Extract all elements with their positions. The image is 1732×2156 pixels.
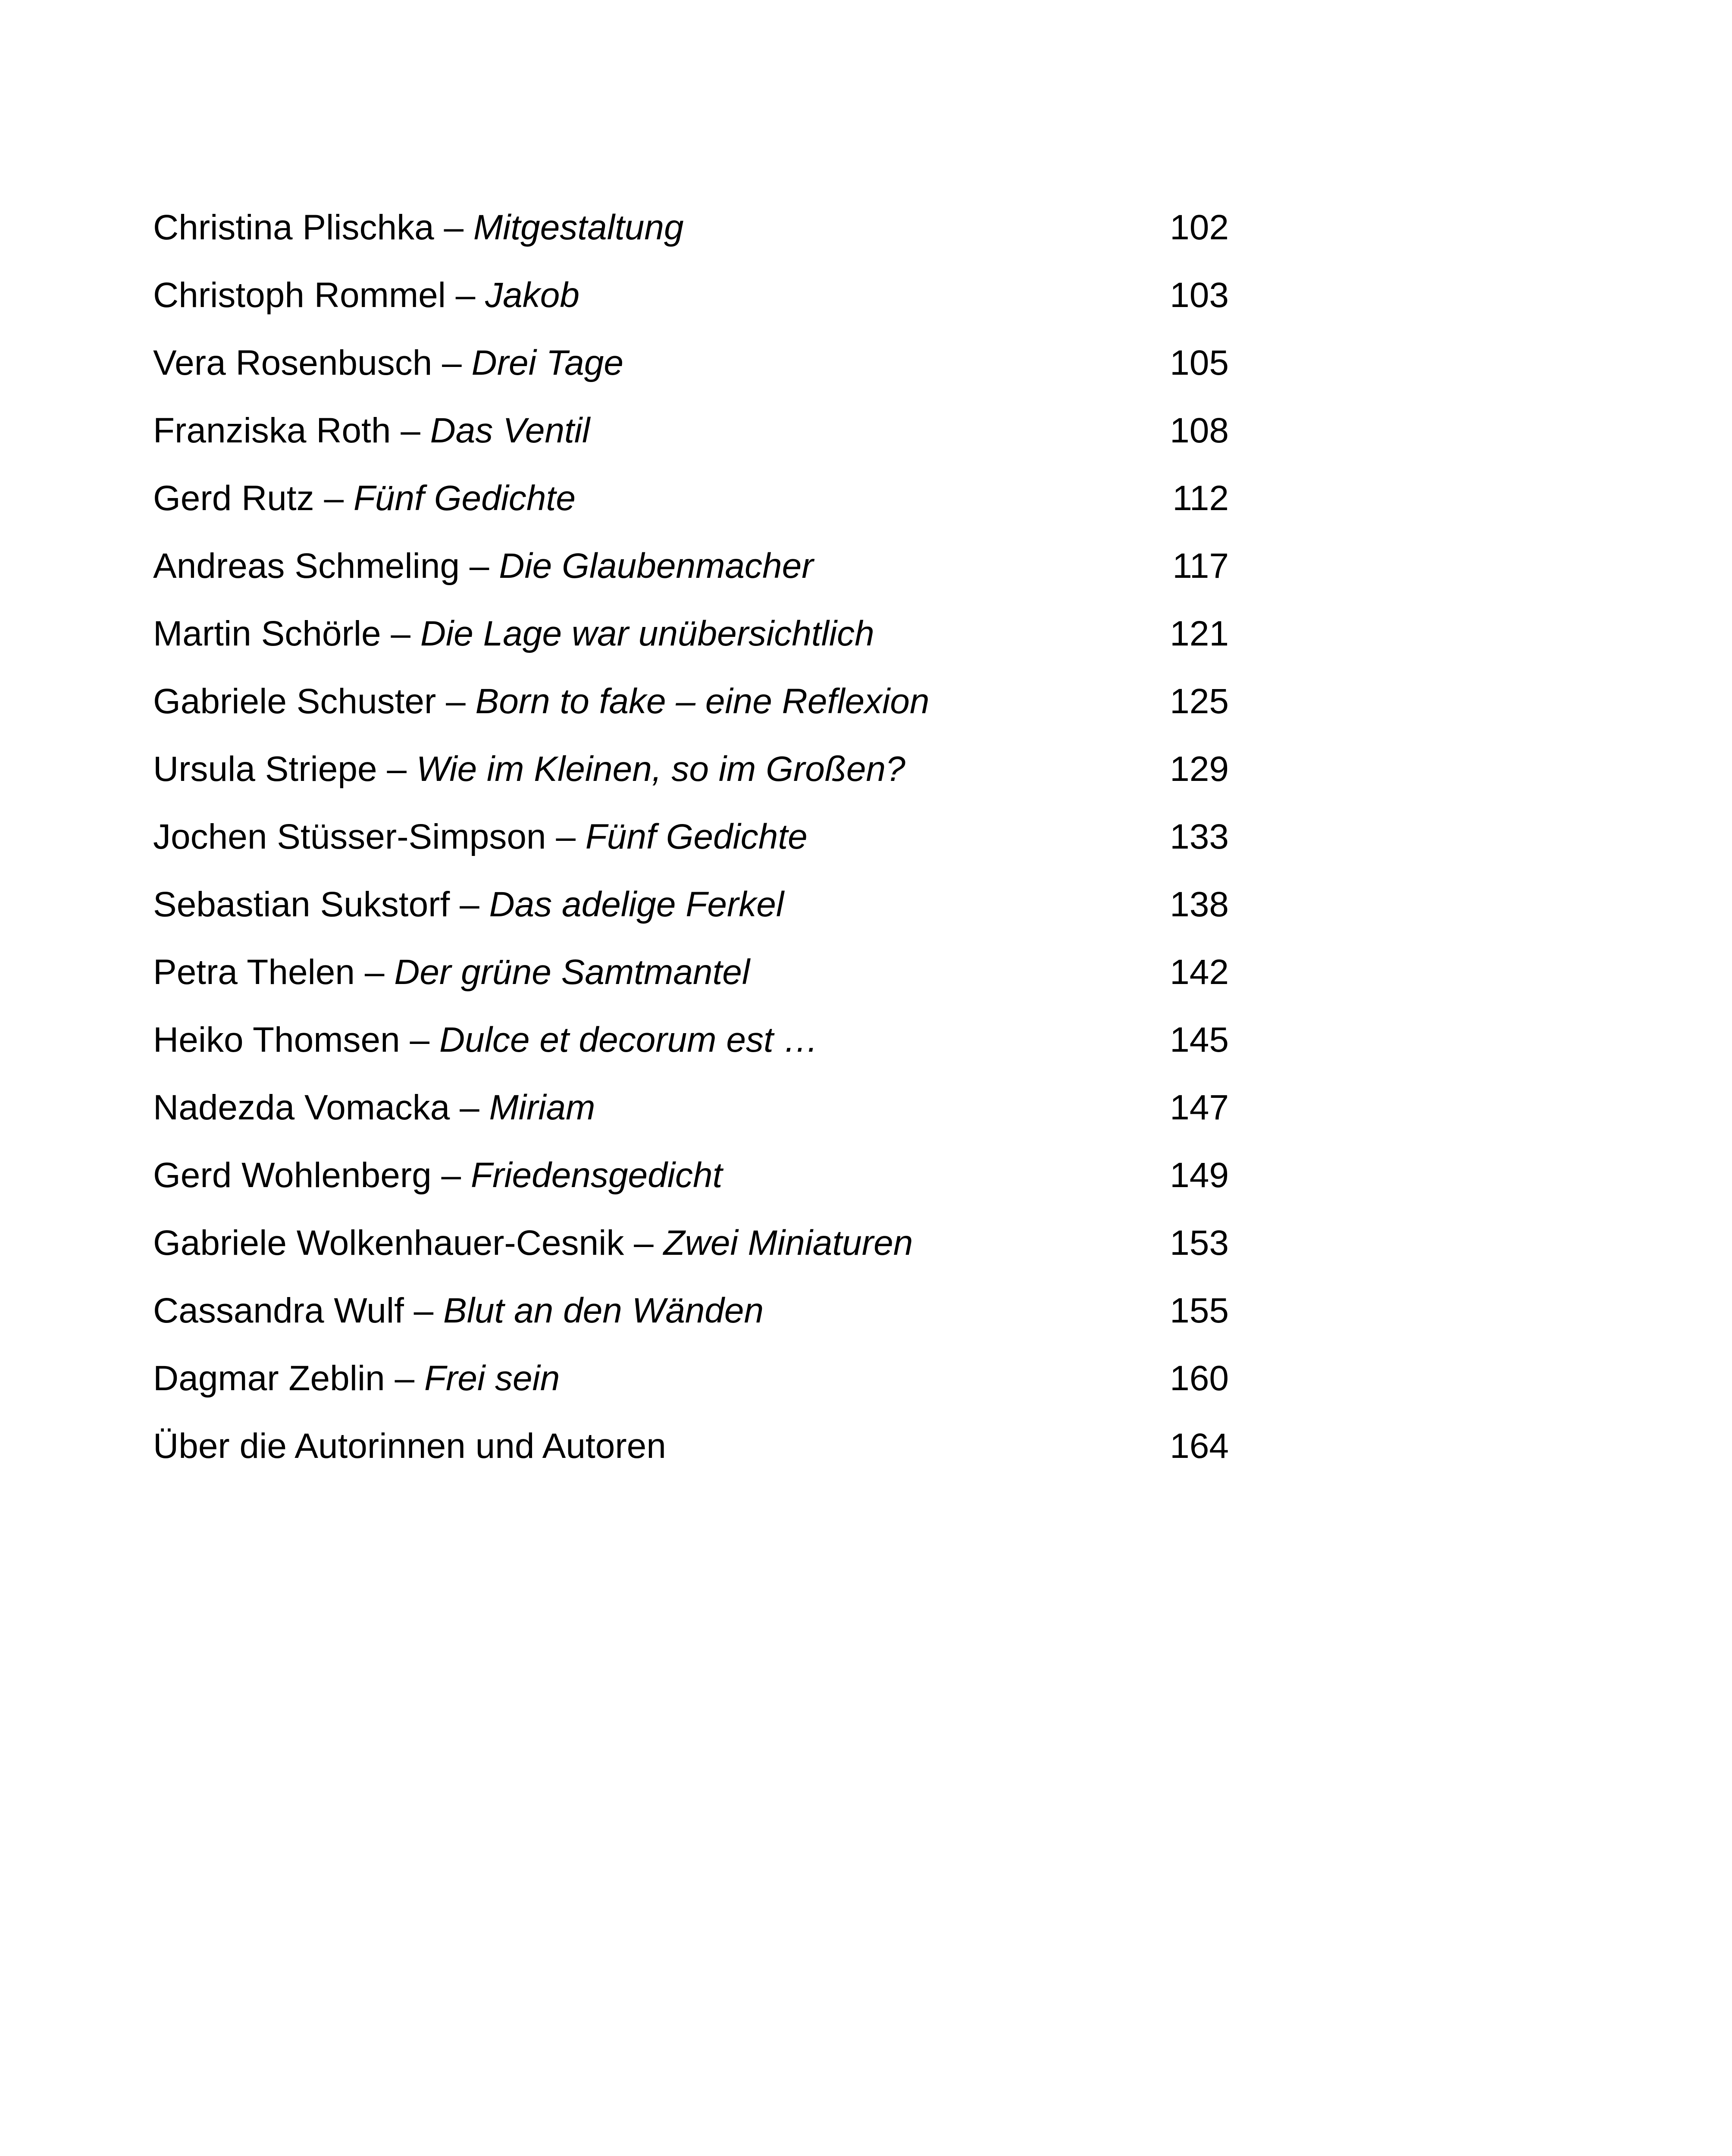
toc-page-number: 138 xyxy=(1170,885,1229,924)
toc-entry-text xyxy=(153,1420,666,1472)
toc-separator: – xyxy=(445,276,485,315)
toc-author: Vera Rosenbusch xyxy=(153,343,432,382)
toc-page-number: 102 xyxy=(1170,208,1229,247)
toc-page-number: 105 xyxy=(1170,343,1229,382)
toc-page-number: 145 xyxy=(1170,1020,1229,1059)
toc-author: Cassandra Wulf xyxy=(153,1291,404,1330)
toc-page-number: 149 xyxy=(1170,1156,1229,1195)
toc-separator: – xyxy=(431,1156,471,1195)
toc-separator: – xyxy=(450,885,489,924)
toc-separator: – xyxy=(355,953,395,992)
toc-separator: – xyxy=(432,343,472,382)
toc-separator: – xyxy=(434,208,473,247)
toc-entry[interactable] xyxy=(153,540,1229,608)
toc-author: Gabriele Schuster xyxy=(153,682,436,721)
toc-author: Gerd Rutz xyxy=(153,479,314,518)
toc-title: Die Glaubenmacher xyxy=(499,546,814,586)
toc-title: Mitgestaltung xyxy=(473,208,684,247)
toc-title: Der grüne Samtmantel xyxy=(394,953,750,992)
toc-entry-text xyxy=(153,337,623,389)
toc-author: Petra Thelen xyxy=(153,953,355,992)
toc-entry[interactable] xyxy=(153,676,1229,743)
toc-entry[interactable] xyxy=(153,1217,1229,1285)
toc-page-number: 125 xyxy=(1170,682,1229,721)
toc-page-number: 160 xyxy=(1170,1359,1229,1398)
toc-title: Das Ventil xyxy=(430,411,590,450)
toc-entry-text xyxy=(153,202,684,254)
toc-entry-text xyxy=(153,405,590,457)
toc-entry-text xyxy=(153,1285,764,1337)
toc-separator: – xyxy=(450,1088,489,1127)
toc-page-number: 155 xyxy=(1170,1291,1229,1330)
toc-entry[interactable] xyxy=(153,1285,1229,1353)
toc-page-number: 117 xyxy=(1172,546,1229,586)
toc-entry-text xyxy=(153,743,905,795)
toc-author: Nadezda Vomacka xyxy=(153,1088,450,1127)
toc-separator: – xyxy=(381,614,420,653)
toc-entry[interactable] xyxy=(153,946,1229,1014)
toc-separator: – xyxy=(546,817,586,856)
toc-separator: – xyxy=(385,1359,424,1398)
toc-author: Gerd Wohlenberg xyxy=(153,1156,432,1195)
toc-separator: – xyxy=(400,1020,439,1059)
toc-title: Wie im Kleinen, so im Großen? xyxy=(416,749,905,789)
toc-page-number: 108 xyxy=(1170,411,1229,450)
toc-page-number: 112 xyxy=(1172,479,1229,518)
toc-author: Dagmar Zeblin xyxy=(153,1359,385,1398)
toc-title: Fünf Gedichte xyxy=(353,479,576,518)
toc-title: Friedensgedicht xyxy=(470,1156,723,1195)
toc-entry-text xyxy=(153,540,814,592)
toc-entry-text xyxy=(153,946,750,998)
toc-title: Frei sein xyxy=(424,1359,560,1398)
toc-entry[interactable] xyxy=(153,608,1229,676)
toc-entry[interactable] xyxy=(153,405,1229,473)
toc-entry-text xyxy=(153,1014,819,1066)
toc-entry[interactable] xyxy=(153,1420,1229,1488)
toc-title: Miriam xyxy=(489,1088,595,1127)
toc-page-number: 147 xyxy=(1170,1088,1229,1127)
toc-entry[interactable] xyxy=(153,1353,1229,1420)
toc-title: Drei Tage xyxy=(471,343,623,382)
toc-page-number: 142 xyxy=(1170,953,1229,992)
toc-author: Andreas Schmeling xyxy=(153,546,460,586)
toc-entry[interactable] xyxy=(153,337,1229,405)
toc-page-number: 103 xyxy=(1170,276,1229,315)
toc-page-number: 164 xyxy=(1170,1426,1229,1466)
toc-separator: – xyxy=(624,1223,664,1263)
toc-entry[interactable] xyxy=(153,811,1229,879)
toc-entry[interactable] xyxy=(153,1082,1229,1150)
toc-separator: – xyxy=(436,682,476,721)
toc-author: Christoph Rommel xyxy=(153,276,446,315)
toc-entry-text xyxy=(153,1082,595,1134)
toc-title: Das adelige Ferkel xyxy=(489,885,784,924)
toc-entry-text xyxy=(153,1353,560,1404)
toc-separator: – xyxy=(314,479,354,518)
toc-author: Martin Schörle xyxy=(153,614,381,653)
toc-author: Sebastian Sukstorf xyxy=(153,885,450,924)
toc-entry[interactable] xyxy=(153,270,1229,337)
toc-author: Christina Plischka xyxy=(153,208,434,247)
toc-author: Franziska Roth xyxy=(153,411,391,450)
toc-entry-text xyxy=(153,1150,722,1201)
toc-author: Gabriele Wolkenhauer-Cesnik xyxy=(153,1223,624,1263)
toc-separator: – xyxy=(391,411,430,450)
toc-entry-text xyxy=(153,473,576,524)
toc-separator: – xyxy=(404,1291,444,1330)
toc-author: Jochen Stüsser-Simpson xyxy=(153,817,546,856)
toc-title: Blut an den Wänden xyxy=(443,1291,764,1330)
table-of-contents xyxy=(153,202,1229,1488)
toc-separator: – xyxy=(377,749,417,789)
toc-entry-text xyxy=(153,879,784,931)
toc-page-number: 121 xyxy=(1170,614,1229,653)
toc-title: Fünf Gedichte xyxy=(585,817,808,856)
toc-entry[interactable] xyxy=(153,743,1229,811)
toc-title: Dulce et decorum est … xyxy=(439,1020,819,1059)
toc-title: Zwei Miniaturen xyxy=(663,1223,913,1263)
toc-entry[interactable] xyxy=(153,202,1229,270)
toc-title: Die Lage war unübersichtlich xyxy=(420,614,874,653)
toc-page-number: 133 xyxy=(1170,817,1229,856)
toc-page-number: 129 xyxy=(1170,749,1229,789)
toc-title: Born to fake – eine Reflexion xyxy=(475,682,930,721)
toc-entry-text xyxy=(153,811,808,863)
toc-entry[interactable] xyxy=(153,879,1229,946)
toc-author: Ursula Striepe xyxy=(153,749,377,789)
toc-entry-text xyxy=(153,270,579,321)
toc-entry[interactable] xyxy=(153,473,1229,540)
toc-entry-text xyxy=(153,1217,913,1269)
toc-entry-text xyxy=(153,608,874,660)
toc-separator: – xyxy=(460,546,499,586)
toc-entry[interactable] xyxy=(153,1150,1229,1217)
toc-page-number: 153 xyxy=(1170,1223,1229,1263)
toc-author: Über die Autorinnen und Autoren xyxy=(153,1426,666,1466)
toc-entry-text xyxy=(153,676,930,727)
toc-title: Jakob xyxy=(485,276,579,315)
toc-entry[interactable] xyxy=(153,1014,1229,1082)
toc-author: Heiko Thomsen xyxy=(153,1020,400,1059)
